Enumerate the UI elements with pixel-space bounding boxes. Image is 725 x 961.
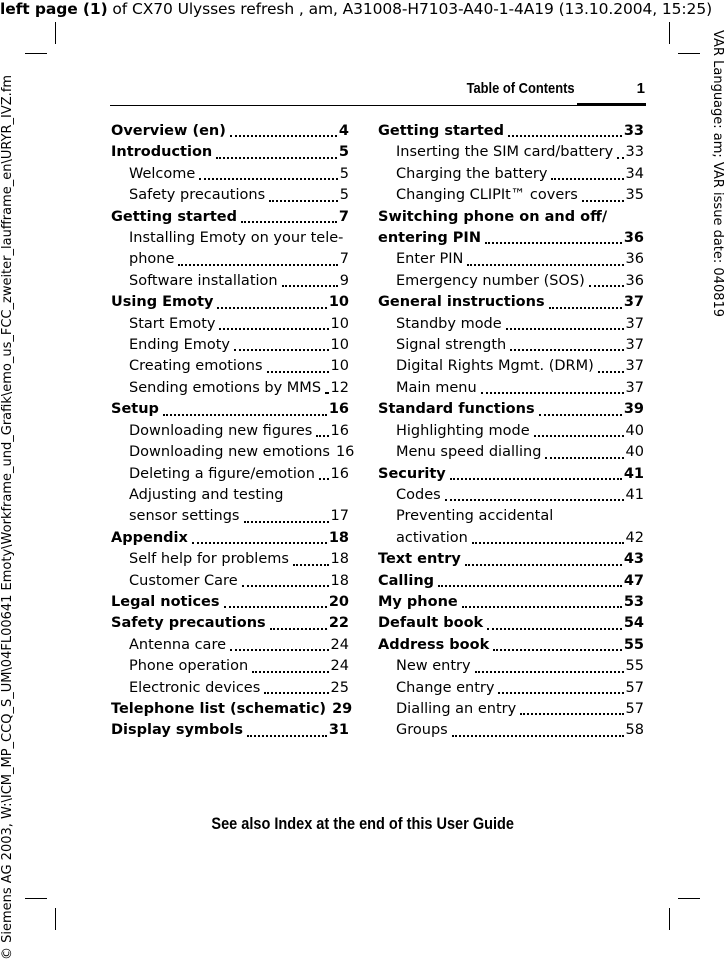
toc-entry-page: 10 [330, 358, 349, 375]
toc-chapter-entry [378, 549, 644, 570]
toc-entry-page: 57 [625, 679, 644, 696]
toc-dot-leader [230, 135, 337, 137]
toc-entry-title: Standby mode [396, 315, 502, 332]
file-path-note: © Siemens AG 2003, W:\ICM_MP_CCQ_S_UM\04FL00641 Emoty\Workframe_und_Grafik\emo_us_FCC_zweiter_laufframe_en\URYR_IVZ.fm [0, 74, 15, 960]
toc-entry-page: 40 [625, 444, 644, 461]
toc-entry-page: 33 [623, 123, 644, 139]
header-rule-accent [577, 103, 646, 106]
toc-section-entry [378, 185, 644, 206]
toc-entry-page: 24 [330, 658, 349, 675]
toc-entry-title: Adjusting and testing [129, 486, 284, 503]
toc-section-entry [378, 678, 644, 699]
toc-dot-leader [244, 521, 329, 523]
toc-entry-title: Display symbols [111, 722, 243, 739]
toc-section-entry [378, 249, 644, 270]
toc-chapter-entry [378, 292, 644, 313]
toc-chapter-entry [378, 635, 644, 656]
toc-entry-page: 37 [625, 315, 644, 332]
toc-section-entry [378, 720, 644, 741]
toc-section-entry [378, 699, 644, 720]
toc-entry-page: 40 [625, 422, 644, 439]
toc-section-entry [111, 678, 349, 699]
toc-entry-title: Standard functions [378, 401, 535, 418]
toc-entry-title: Legal notices [111, 593, 220, 610]
toc-entry-page: 22 [328, 615, 349, 632]
toc-dot-leader [269, 200, 338, 202]
toc-dot-leader [192, 542, 327, 544]
toc-chapter-entry [378, 571, 644, 592]
toc-dot-leader [467, 264, 623, 266]
header-rule [110, 105, 646, 106]
toc-entry-page: 36 [625, 251, 644, 268]
toc-chapter-entry [378, 464, 644, 485]
toc-entry-title: Electronic devices [129, 679, 261, 696]
toc-entry-title: Enter PIN [396, 251, 464, 268]
toc-entry-title: Change entry [396, 679, 495, 696]
toc-entry-page: 36 [623, 230, 644, 247]
toc-chapter-entry [378, 121, 644, 142]
toc-entry-title: Telephone list (schematic) [111, 700, 327, 717]
toc-entry-page: 53 [623, 593, 644, 610]
toc-chapter-entry [111, 292, 349, 313]
toc-chapter-entry [378, 207, 644, 228]
toc-section-entry [378, 378, 644, 399]
toc-entry-title: New entry [396, 658, 471, 675]
toc-dot-leader [293, 564, 329, 566]
toc-entry-title: Getting started [378, 123, 504, 139]
toc-entry-title: sensor settings [129, 508, 240, 525]
toc-entry-title: Calling [378, 572, 435, 589]
toc-section-entry [111, 485, 349, 506]
toc-section-entry [378, 356, 644, 377]
toc-entry-title: Sending emotions by MMS [129, 379, 322, 396]
toc-entry-title: entering PIN [378, 230, 481, 247]
toc-dot-leader [241, 221, 337, 223]
toc-dot-leader [520, 713, 623, 715]
toc-entry-title: Customer Care [129, 572, 238, 589]
toc-dot-leader [242, 585, 329, 587]
toc-entry-title: Welcome [129, 165, 196, 182]
toc-dot-leader [617, 157, 623, 159]
toc-dot-leader [582, 200, 624, 202]
toc-entry-title: activation [396, 529, 468, 546]
toc-dot-leader [493, 649, 622, 651]
toc-section-entry [111, 164, 349, 185]
toc-entry-page: 29 [332, 700, 353, 717]
toc-chapter-entry [111, 613, 349, 634]
toc-section-entry [111, 378, 349, 399]
toc-entry-page: 31 [328, 722, 349, 739]
toc-section-entry [378, 164, 644, 185]
toc-entry-page: 43 [623, 551, 644, 568]
toc-entry-page: 17 [330, 508, 349, 525]
toc-dot-leader [264, 692, 328, 694]
toc-entry-page: 58 [625, 722, 644, 739]
toc-entry-title: Downloading new emotions [129, 444, 330, 461]
toc-dot-leader [224, 606, 327, 608]
toc-dot-leader [551, 178, 623, 180]
toc-dot-leader [230, 649, 329, 651]
index-note: See also Index at the end of this User Guide [211, 815, 514, 833]
toc-chapter-entry [111, 528, 349, 549]
toc-entry-title: Main menu [396, 379, 477, 396]
toc-entry-page: 18 [328, 529, 349, 546]
page-title: Table of Contents [467, 80, 575, 97]
toc-entry-title: Getting started [111, 208, 237, 225]
toc-entry-title: Self help for problems [129, 551, 289, 568]
toc-entry-page: 33 [625, 144, 644, 161]
toc-entry-page: 25 [330, 679, 349, 696]
toc-chapter-entry [378, 228, 644, 249]
toc-chapter-entry [111, 142, 349, 163]
toc-entry-title: Preventing accidental [396, 508, 554, 525]
toc-dot-leader [450, 478, 622, 480]
toc-entry-title: Dialling an entry [396, 700, 517, 717]
toc-dot-leader [319, 478, 329, 480]
toc-section-entry [111, 314, 349, 335]
toc-entry-title: Security [378, 465, 446, 482]
toc-entry-title: phone [129, 251, 175, 268]
toc-dot-leader [506, 328, 624, 330]
toc-dot-leader [252, 671, 328, 673]
toc-entry-page: 37 [625, 337, 644, 354]
toc-entry-page: 57 [625, 700, 644, 717]
toc-entry-title: Switching phone on and off/ [378, 208, 608, 225]
toc-dot-leader [234, 349, 329, 351]
toc-section-entry [378, 442, 644, 463]
toc-entry-title: Menu speed dialling [396, 444, 542, 461]
toc-entry-title: Setup [111, 401, 159, 418]
toc-entry-page: 37 [625, 358, 644, 375]
toc-entry-page: 9 [339, 272, 349, 289]
toc-entry-page: 36 [625, 272, 644, 289]
crop-mark-br-h [678, 898, 700, 899]
toc-section-entry [111, 356, 349, 377]
toc-entry-page: 55 [625, 658, 644, 675]
toc-dot-leader [282, 285, 338, 287]
toc-entry-title: Text entry [378, 551, 461, 568]
toc-entry-title: My phone [378, 593, 458, 610]
toc-entry-title: Safety precautions [111, 615, 266, 632]
toc-dot-leader [472, 542, 624, 544]
toc-section-entry [378, 314, 644, 335]
toc-section-entry [378, 335, 644, 356]
toc-section-entry [378, 485, 644, 506]
toc-dot-leader [216, 157, 337, 159]
print-job-details: of CX70 Ulysses refresh , am, A31008-H7103-A40-1-4A19 (13.10.2004, 15:25) [107, 0, 713, 18]
toc-chapter-entry [111, 699, 353, 720]
toc-section-entry [111, 635, 349, 656]
toc-section-entry [378, 421, 644, 442]
toc-entry-page: 34 [625, 165, 644, 182]
toc-chapter-entry [378, 613, 644, 634]
page-number: 1 [636, 80, 645, 97]
toc-section-entry [111, 506, 349, 527]
toc-section-entry [111, 249, 349, 270]
toc-dot-leader [481, 392, 624, 394]
toc-dot-leader [163, 414, 327, 416]
toc-entry-page: 16 [328, 401, 349, 418]
toc-dot-leader [475, 671, 624, 673]
toc-entry-page: 24 [330, 636, 349, 653]
toc-entry-title: Digital Rights Mgmt. (DRM) [396, 358, 594, 375]
toc-entry-page: 16 [335, 444, 355, 461]
toc-entry-page: 5 [339, 187, 349, 204]
toc-chapter-entry [111, 207, 349, 228]
toc-section-entry [111, 549, 349, 570]
toc-section-entry [378, 271, 644, 292]
toc-section-entry [378, 506, 644, 527]
crop-mark-bl-v [55, 908, 56, 930]
print-job-page-label: left page (1) [0, 0, 108, 18]
toc-dot-leader [316, 435, 328, 437]
toc-entry-page: 16 [330, 465, 349, 482]
toc-section-entry [111, 228, 349, 249]
toc-entry-title: General instructions [378, 294, 545, 311]
toc-entry-title: Safety precautions [129, 187, 266, 204]
toc-dot-leader [325, 392, 329, 394]
toc-dot-leader [498, 692, 623, 694]
toc-chapter-entry [111, 121, 349, 142]
toc-chapter-entry [111, 592, 349, 613]
crop-mark-bl-h [25, 898, 47, 899]
toc-dot-leader [247, 735, 327, 737]
toc-entry-page: 12 [330, 379, 349, 396]
toc-dot-leader [270, 628, 327, 630]
toc-entry-title: Signal strength [396, 337, 507, 354]
toc-chapter-entry [378, 399, 644, 420]
toc-dot-leader [510, 349, 623, 351]
toc-dot-leader [199, 178, 337, 180]
toc-entry-page: 41 [625, 486, 644, 503]
print-job-line [0, 0, 725, 18]
toc-entry-title: Groups [396, 722, 448, 739]
toc-entry-page: 5 [339, 165, 349, 182]
toc-section-entry [378, 528, 644, 549]
toc-dot-leader [485, 242, 622, 244]
toc-section-entry [378, 656, 644, 677]
toc-dot-leader [452, 735, 624, 737]
toc-entry-page: 18 [330, 572, 349, 589]
toc-dot-leader [438, 585, 622, 587]
toc-entry-title: Antenna care [129, 636, 227, 653]
toc-dot-leader [217, 307, 326, 309]
toc-dot-leader [598, 371, 624, 373]
page-header [110, 78, 646, 106]
toc-dot-leader [534, 435, 624, 437]
toc-section-entry [111, 271, 349, 292]
toc-entry-page: 42 [625, 529, 644, 546]
toc-dot-leader [545, 457, 623, 459]
toc-entry-title: Emergency number (SOS) [396, 272, 585, 289]
crop-mark-tl-v [55, 22, 56, 44]
toc-section-entry [111, 442, 355, 463]
var-language-note: VAR Language: am; VAR issue date: 040819 [710, 30, 725, 318]
toc-entry-title: Installing Emoty on your tele- [129, 230, 344, 247]
toc-entry-title: Creating emotions [129, 358, 263, 375]
toc-chapter-entry [111, 399, 349, 420]
toc-entry-page: 16 [330, 422, 349, 439]
toc-entry-page: 7 [338, 208, 349, 225]
crop-mark-tr-v [669, 22, 670, 44]
toc-section-entry [111, 571, 349, 592]
toc-entry-title: Downloading new figures [129, 422, 313, 439]
toc-entry-title: Ending Emoty [129, 337, 231, 354]
toc-column-right [378, 121, 644, 742]
toc-entry-page: 10 [328, 294, 349, 311]
toc-entry-title: Default book [378, 615, 484, 632]
toc-entry-page: 7 [339, 251, 349, 268]
toc-section-entry [111, 185, 349, 206]
toc-entry-title: Highlighting mode [396, 422, 530, 439]
toc-entry-title: Software installation [129, 272, 278, 289]
toc-entry-title: Introduction [111, 144, 213, 161]
toc-entry-title: Using Emoty [111, 294, 214, 311]
toc-dot-leader [465, 564, 622, 566]
toc-dot-leader [539, 414, 622, 416]
toc-entry-page: 41 [623, 465, 644, 482]
toc-dot-leader [219, 328, 328, 330]
toc-entry-page: 55 [623, 636, 644, 653]
toc-entry-page: 54 [623, 615, 644, 632]
toc-entry-page: 5 [338, 144, 349, 161]
toc-entry-page: 10 [330, 337, 349, 354]
toc-entry-title: Changing CLIPIt™ covers [396, 187, 578, 204]
toc-entry-page: 39 [623, 401, 644, 418]
toc-entry-title: Inserting the SIM card/battery [396, 144, 614, 161]
toc-chapter-entry [111, 720, 349, 741]
toc-dot-leader [508, 135, 622, 137]
crop-mark-tl-h [25, 53, 47, 54]
toc-entry-page: 35 [625, 187, 644, 204]
toc-column-left [111, 121, 355, 742]
toc-dot-leader [487, 628, 622, 630]
toc-entry-title: Appendix [111, 529, 188, 546]
toc-dot-leader [445, 499, 624, 501]
crop-mark-br-v [669, 908, 670, 930]
toc-entry-page: 18 [330, 551, 349, 568]
toc-section-entry [111, 656, 349, 677]
toc-chapter-entry [378, 592, 644, 613]
toc-dot-leader [462, 606, 622, 608]
toc-section-entry [378, 142, 644, 163]
toc-dot-leader [589, 285, 624, 287]
toc-entry-page: 37 [623, 294, 644, 311]
toc-entry-title: Address book [378, 636, 490, 653]
toc-dot-leader [178, 264, 337, 266]
toc-entry-page: 4 [338, 123, 349, 139]
crop-mark-tr-h [678, 53, 700, 54]
toc-dot-leader [549, 307, 622, 309]
toc-dot-leader [267, 371, 329, 373]
toc-section-entry [111, 464, 349, 485]
toc-entry-title: Phone operation [129, 658, 249, 675]
toc-entry-page: 47 [623, 572, 644, 589]
toc-entry-title: Charging the battery [396, 165, 548, 182]
toc-entry-page: 20 [328, 593, 349, 610]
toc-section-entry [111, 421, 349, 442]
toc-entry-title: Deleting a figure/emotion [129, 465, 315, 482]
toc-entry-page: 10 [330, 315, 349, 332]
toc-entry-page: 37 [625, 379, 644, 396]
toc-entry-title: Start Emoty [129, 315, 216, 332]
toc-entry-title: Overview (en) [111, 123, 226, 139]
toc-section-entry [111, 335, 349, 356]
toc-entry-title: Codes [396, 486, 441, 503]
